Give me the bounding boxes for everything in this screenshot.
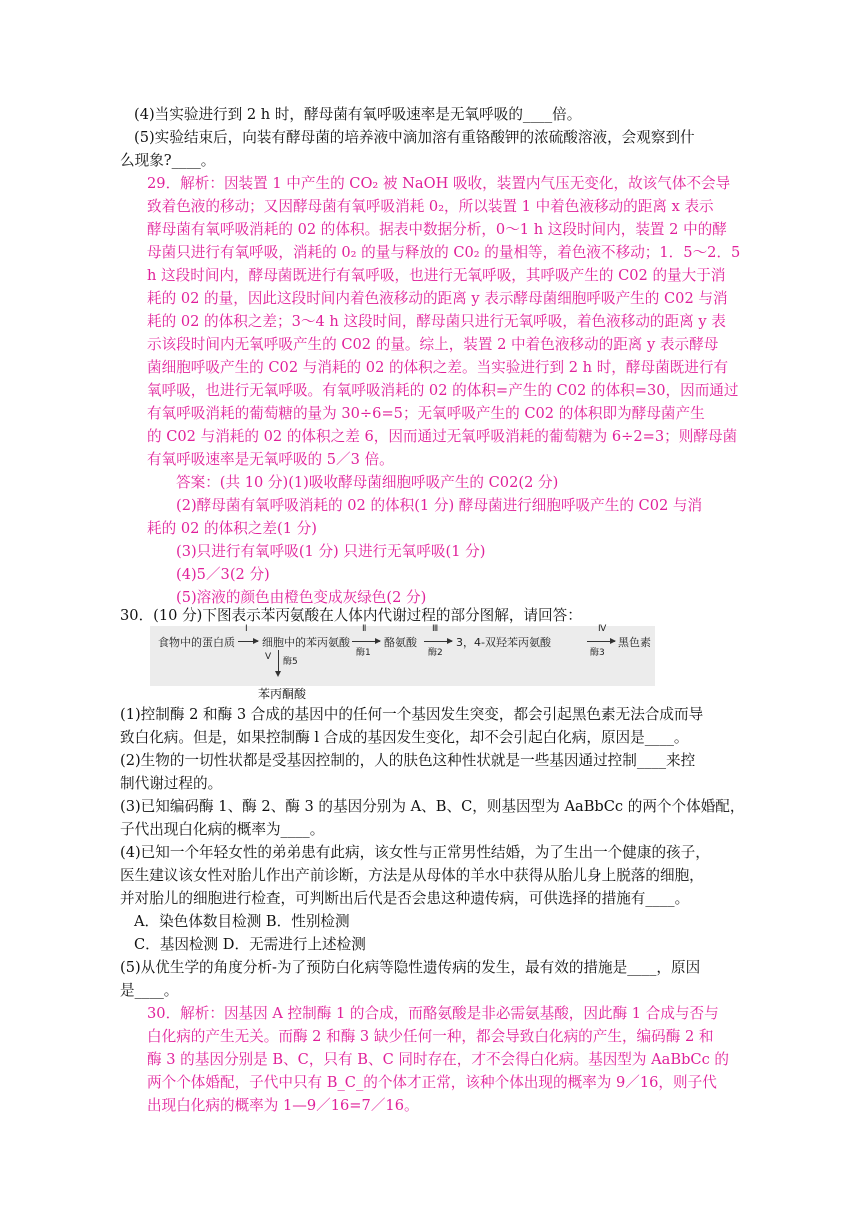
node-tyrosine: 酪氨酸 xyxy=(384,636,417,649)
analysis-line: 氧呼吸，也进行无氧呼吸。有氧呼吸消耗的 02 的体积=产生的 C02 的体积=30，因而通过 xyxy=(147,382,739,399)
question-line: (5)从优生学的角度分析-为了预防白化病等隐性遗传病的发生，最有效的措施是____，原因 xyxy=(120,959,701,976)
arrow-step-5-line xyxy=(278,650,279,672)
question-line: 致白化病。但是，如果控制酶 l 合成的基因发生变化，却不会引起白化病，原因是____。 xyxy=(120,729,689,746)
q29-item5-line2: 么现象?____。 xyxy=(120,152,216,169)
arrow-step-4 xyxy=(587,641,615,642)
answer-line: 答案：(共 10 分)(1)吸收酵母菌细胞呼吸产生的 C02(2 分) xyxy=(176,474,559,491)
arrow-step-2 xyxy=(352,641,380,642)
arrow-step-5-head xyxy=(275,671,281,677)
arrow-step-3 xyxy=(424,641,452,642)
analysis-line: 两个个体婚配，子代中只有 B_C_的个体才正常，该种个体出现的概率为 9／16，则子代 xyxy=(147,1074,717,1091)
analysis-line: 耗的 02 的体积之差；3～4 h 这段时间，酵母菌只进行无氧呼吸，着色液移动的距离 y 表 xyxy=(147,313,726,330)
node-phenylpyruvic-acid: 苯丙酮酸 xyxy=(258,687,307,701)
analysis-line: 菌细胞呼吸产生的 C02 与消耗的 02 的体积之差。当实验进行到 2 h 时，酵母菌既进行有 xyxy=(147,359,729,376)
arrow-step-1 xyxy=(238,641,258,642)
analysis-line: 有氧呼吸消耗的葡萄糖的量为 30÷6=5；无氧呼吸产生的 C02 的体积即为酵母菌产生 xyxy=(147,405,705,422)
question-line: (2)生物的一切性状都是受基因控制的，人的肤色这种性状就是一些基因通过控制____来控 xyxy=(120,752,696,769)
q29-item5-line1: (5)实验结束后，向装有酵母菌的培养液中滴加溶有重铬酸钾的浓硫酸溶液，会观察到什 xyxy=(134,129,695,146)
option-line: C．基因检测 D．无需进行上述检测 xyxy=(134,936,366,953)
analysis-line: 有氧呼吸速率是无氧呼吸的 5／3 倍。 xyxy=(147,451,394,468)
step-3-label: Ⅲ xyxy=(432,624,439,634)
enzyme-1-label: 酶1 xyxy=(356,648,371,658)
step-1-label: Ⅰ xyxy=(245,624,248,634)
answer-line: (2)酵母菌有氧呼吸消耗的 02 的体积(1 分) 酵母菌进行细胞呼吸产生的 C02 与消 xyxy=(176,497,703,514)
analysis-line: 酵母菌有氧呼吸消耗的 02 的体积。据表中数据分析，0～1 h 这段时间内，装置 2 中的酵 xyxy=(147,221,727,238)
analysis-line: 29．解析：因装置 1 中产生的 CO₂ 被 NaOH 吸收，装置内气压无变化，故该气体不会导 xyxy=(147,175,731,192)
phenylalanine-pathway-diagram xyxy=(150,626,655,686)
analysis-line: 酶 3 的基因分别是 B、C，只有 B、C 同时存在，才不会得白化病。基因型为 AaBbCc 的 xyxy=(147,1051,729,1068)
question-line: 并对胎儿的细胞进行检查，可判断出后代是否会患这种遗传病，可供选择的措施有____。 xyxy=(120,890,690,907)
enzyme-2-label: 酶2 xyxy=(428,648,443,658)
answer-line: 耗的 02 的体积之差(1 分) xyxy=(147,520,317,537)
answer-line: (5)溶液的颜色由橙色变成灰绿色(2 分) xyxy=(176,589,427,606)
enzyme-3-label: 酶3 xyxy=(590,648,605,658)
analysis-line: 白化病的产生无关。而酶 2 和酶 3 缺少任何一种，都会导致白化病的产生，编码酶 2 和 xyxy=(147,1028,714,1045)
step-4-label: Ⅳ xyxy=(598,624,607,634)
node-dopa: 3，4-双羟苯丙氨酸 xyxy=(456,636,551,649)
option-line: A．染色体数目检测 B．性别检测 xyxy=(134,913,350,930)
node-phenylalanine: 细胞中的苯丙氨酸 xyxy=(262,636,350,649)
analysis-line: 致着色液的移动；又因酵母菌有氧呼吸消耗 0₂，所以装置 1 中着色液移动的距离 x 表示 xyxy=(147,198,714,215)
analysis-line: 的 C02 与消耗的 02 的体积之差 6，因而通过无氧呼吸消耗的葡萄糖为 6÷2=3；则酵母菌 xyxy=(147,428,738,445)
question-line: 是____。 xyxy=(120,982,179,999)
node-melanin: 黑色素 xyxy=(618,636,651,649)
question-line: 制代谢过程的。 xyxy=(120,775,223,792)
answer-line: (3)只进行有氧呼吸(1 分) 只进行无氧呼吸(1 分) xyxy=(176,543,486,560)
step-5-label: Ⅴ xyxy=(265,652,272,662)
question-line: (3)已知编码酶 1、酶 2、酶 3 的基因分别为 A、B、C，则基因型为 AaBbCc 的两个个体婚配， xyxy=(120,798,745,815)
analysis-line: 30．解析：因基因 A 控制酶 1 的合成，而酪氨酸是非必需氨基酸，因此酶 1 合成与否与 xyxy=(147,1005,719,1022)
analysis-line: 母菌只进行有氧呼吸，消耗的 0₂ 的量与释放的 C0₂ 的量相等，着色液不移动；1．5～2．5 xyxy=(147,244,741,261)
q30-stem: 30．(10 分)下图表示苯丙氨酸在人体内代谢过程的部分图解，请回答： xyxy=(120,607,582,624)
question-line: (4)已知一个年轻女性的弟弟患有此病，该女性与正常男性结婚，为了生出一个健康的孩子， xyxy=(120,844,710,861)
analysis-line: 出现白化病的概率为 1—9／16=7／16。 xyxy=(147,1097,419,1114)
analysis-line: 示该段时间内无氧呼吸产生的 C02 的量。综上，装置 2 中着色液移动的距离 y 表示酵母 xyxy=(147,336,719,353)
analysis-line: 耗的 02 的量，因此这段时间内着色液移动的距离 y 表示酵母菌细胞呼吸产生的 C02 与消 xyxy=(147,290,728,307)
answer-line: (4)5／3(2 分) xyxy=(176,566,270,583)
q29-item4: (4)当实验进行到 2 h 时，酵母菌有氧呼吸速率是无氧呼吸的____倍。 xyxy=(134,106,582,123)
node-food-protein: 食物中的蛋白质 xyxy=(158,636,235,649)
step-2-label: Ⅱ xyxy=(362,624,367,634)
analysis-line: h 这段时间内，酵母菌既进行有氧呼吸，也进行无氧呼吸，其呼吸产生的 C02 的量大于消 xyxy=(147,267,726,284)
question-line: (1)控制酶 2 和酶 3 合成的基因中的任何一个基因发生突变，都会引起黑色素无法合成而导 xyxy=(120,706,704,723)
question-line: 医生建议该女性对胎儿作出产前诊断，方法是从母体的羊水中获得从胎儿身上脱落的细胞， xyxy=(120,867,704,884)
enzyme-5-label: 酶5 xyxy=(283,657,298,667)
question-line: 子代出现白化病的概率为____。 xyxy=(120,821,325,838)
